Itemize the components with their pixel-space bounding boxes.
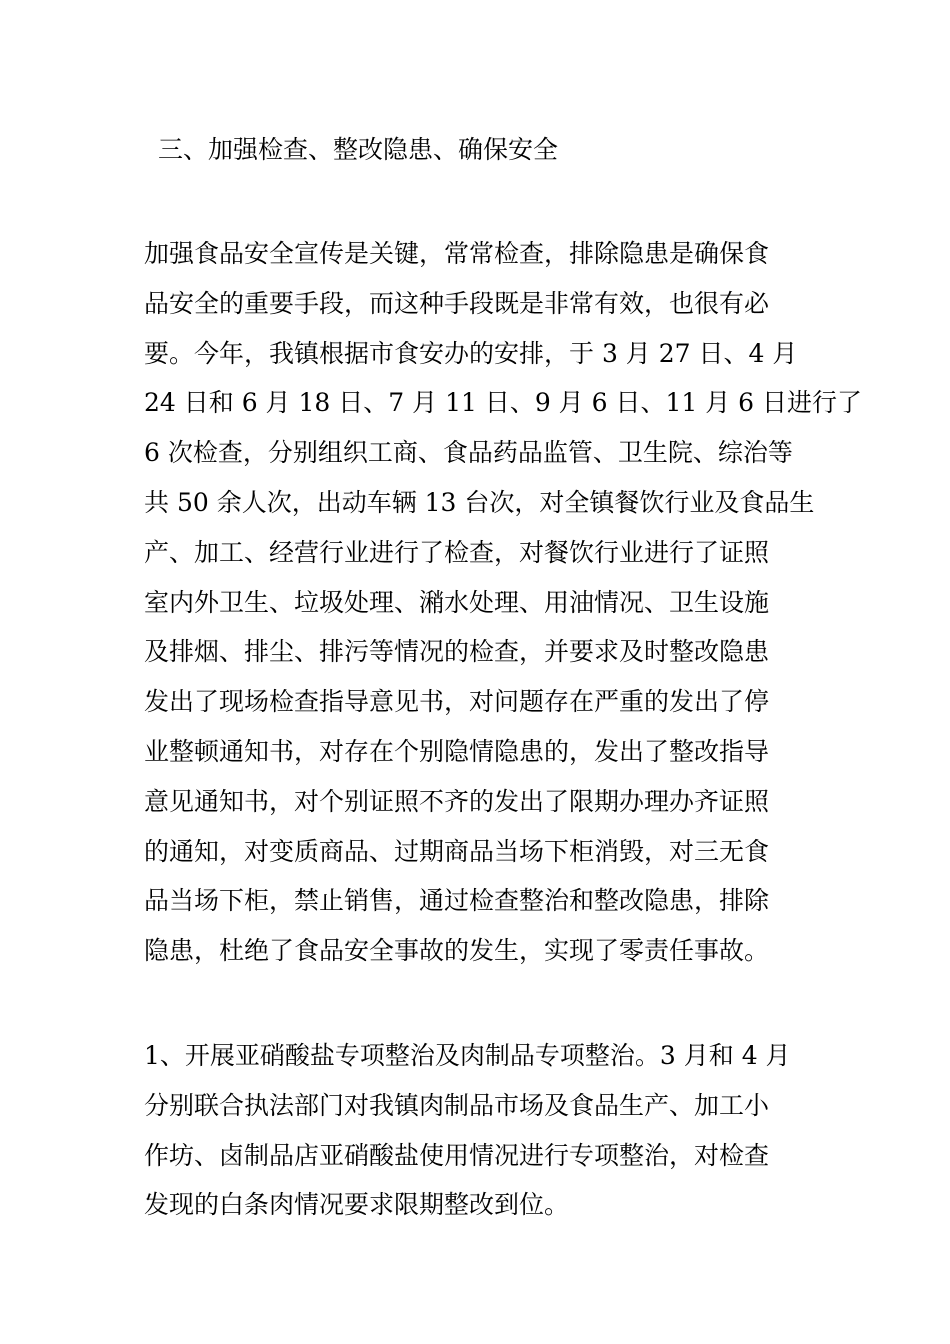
paragraph-line: 室内外卫生、垃圾处理、潲水处理、用油情况、卫生设施	[144, 587, 770, 617]
paragraph-nitrite-campaign	[144, 1031, 824, 1230]
paragraph-line: 意见通知书，对个别证照不齐的发出了限期办理办齐证照	[144, 786, 770, 816]
paragraph-line: 的通知，对变质商品、过期商品当场下柜消毁，对三无食	[144, 836, 770, 866]
paragraph-line: 作坊、卤制品店亚硝酸盐使用情况进行专项整治，对检查	[144, 1140, 770, 1170]
paragraph-line: 6 次检查，分别组织工商、食品药品监管、卫生院、综治等	[144, 438, 793, 468]
paragraph-line: 要。今年，我镇根据市食安办的安排，于 3 月 27 日、4 月	[144, 338, 798, 368]
paragraph-line: 及排烟、排尘、排污等情况的检查，并要求及时整改隐患	[144, 637, 770, 667]
paragraph-line: 业整顿通知书，对存在个别隐情隐患的，发出了整改指导	[144, 736, 770, 766]
paragraph-line: 24 日和 6 月 18 日、7 月 11 日、9 月 6 日、11 月 6 日进行了	[144, 388, 863, 418]
paragraph-line: 发现的白条肉情况要求限期整改到位。	[144, 1190, 570, 1220]
section-heading: 三、加强检查、整改隐患、确保安全	[158, 135, 559, 164]
paragraph-line: 产、加工、经营行业进行了检查，对餐饮行业进行了证照	[144, 537, 770, 567]
paragraph-line: 品安全的重要手段，而这种手段既是非常有效，也很有必	[144, 288, 770, 318]
paragraph-line: 品当场下柜，禁止销售，通过检查整治和整改隐患，排除	[144, 886, 770, 916]
paragraph-line: 发出了现场检查指导意见书，对问题存在严重的发出了停	[144, 687, 770, 717]
paragraph-line: 隐患，杜绝了食品安全事故的发生，实现了零责任事故。	[144, 936, 770, 966]
paragraph-line: 分别联合执法部门对我镇肉制品市场及食品生产、加工小	[144, 1090, 770, 1120]
paragraph-line: 加强食品安全宣传是关键，常常检查，排除隐患是确保食	[144, 239, 770, 268]
paragraph-inspection	[144, 229, 863, 976]
paragraph-line: 共 50 余人次，出动车辆 13 台次，对全镇餐饮行业及食品生	[144, 487, 815, 517]
paragraph-line: 1、开展亚硝酸盐专项整治及肉制品专项整治。3 月和 4 月	[144, 1041, 791, 1070]
